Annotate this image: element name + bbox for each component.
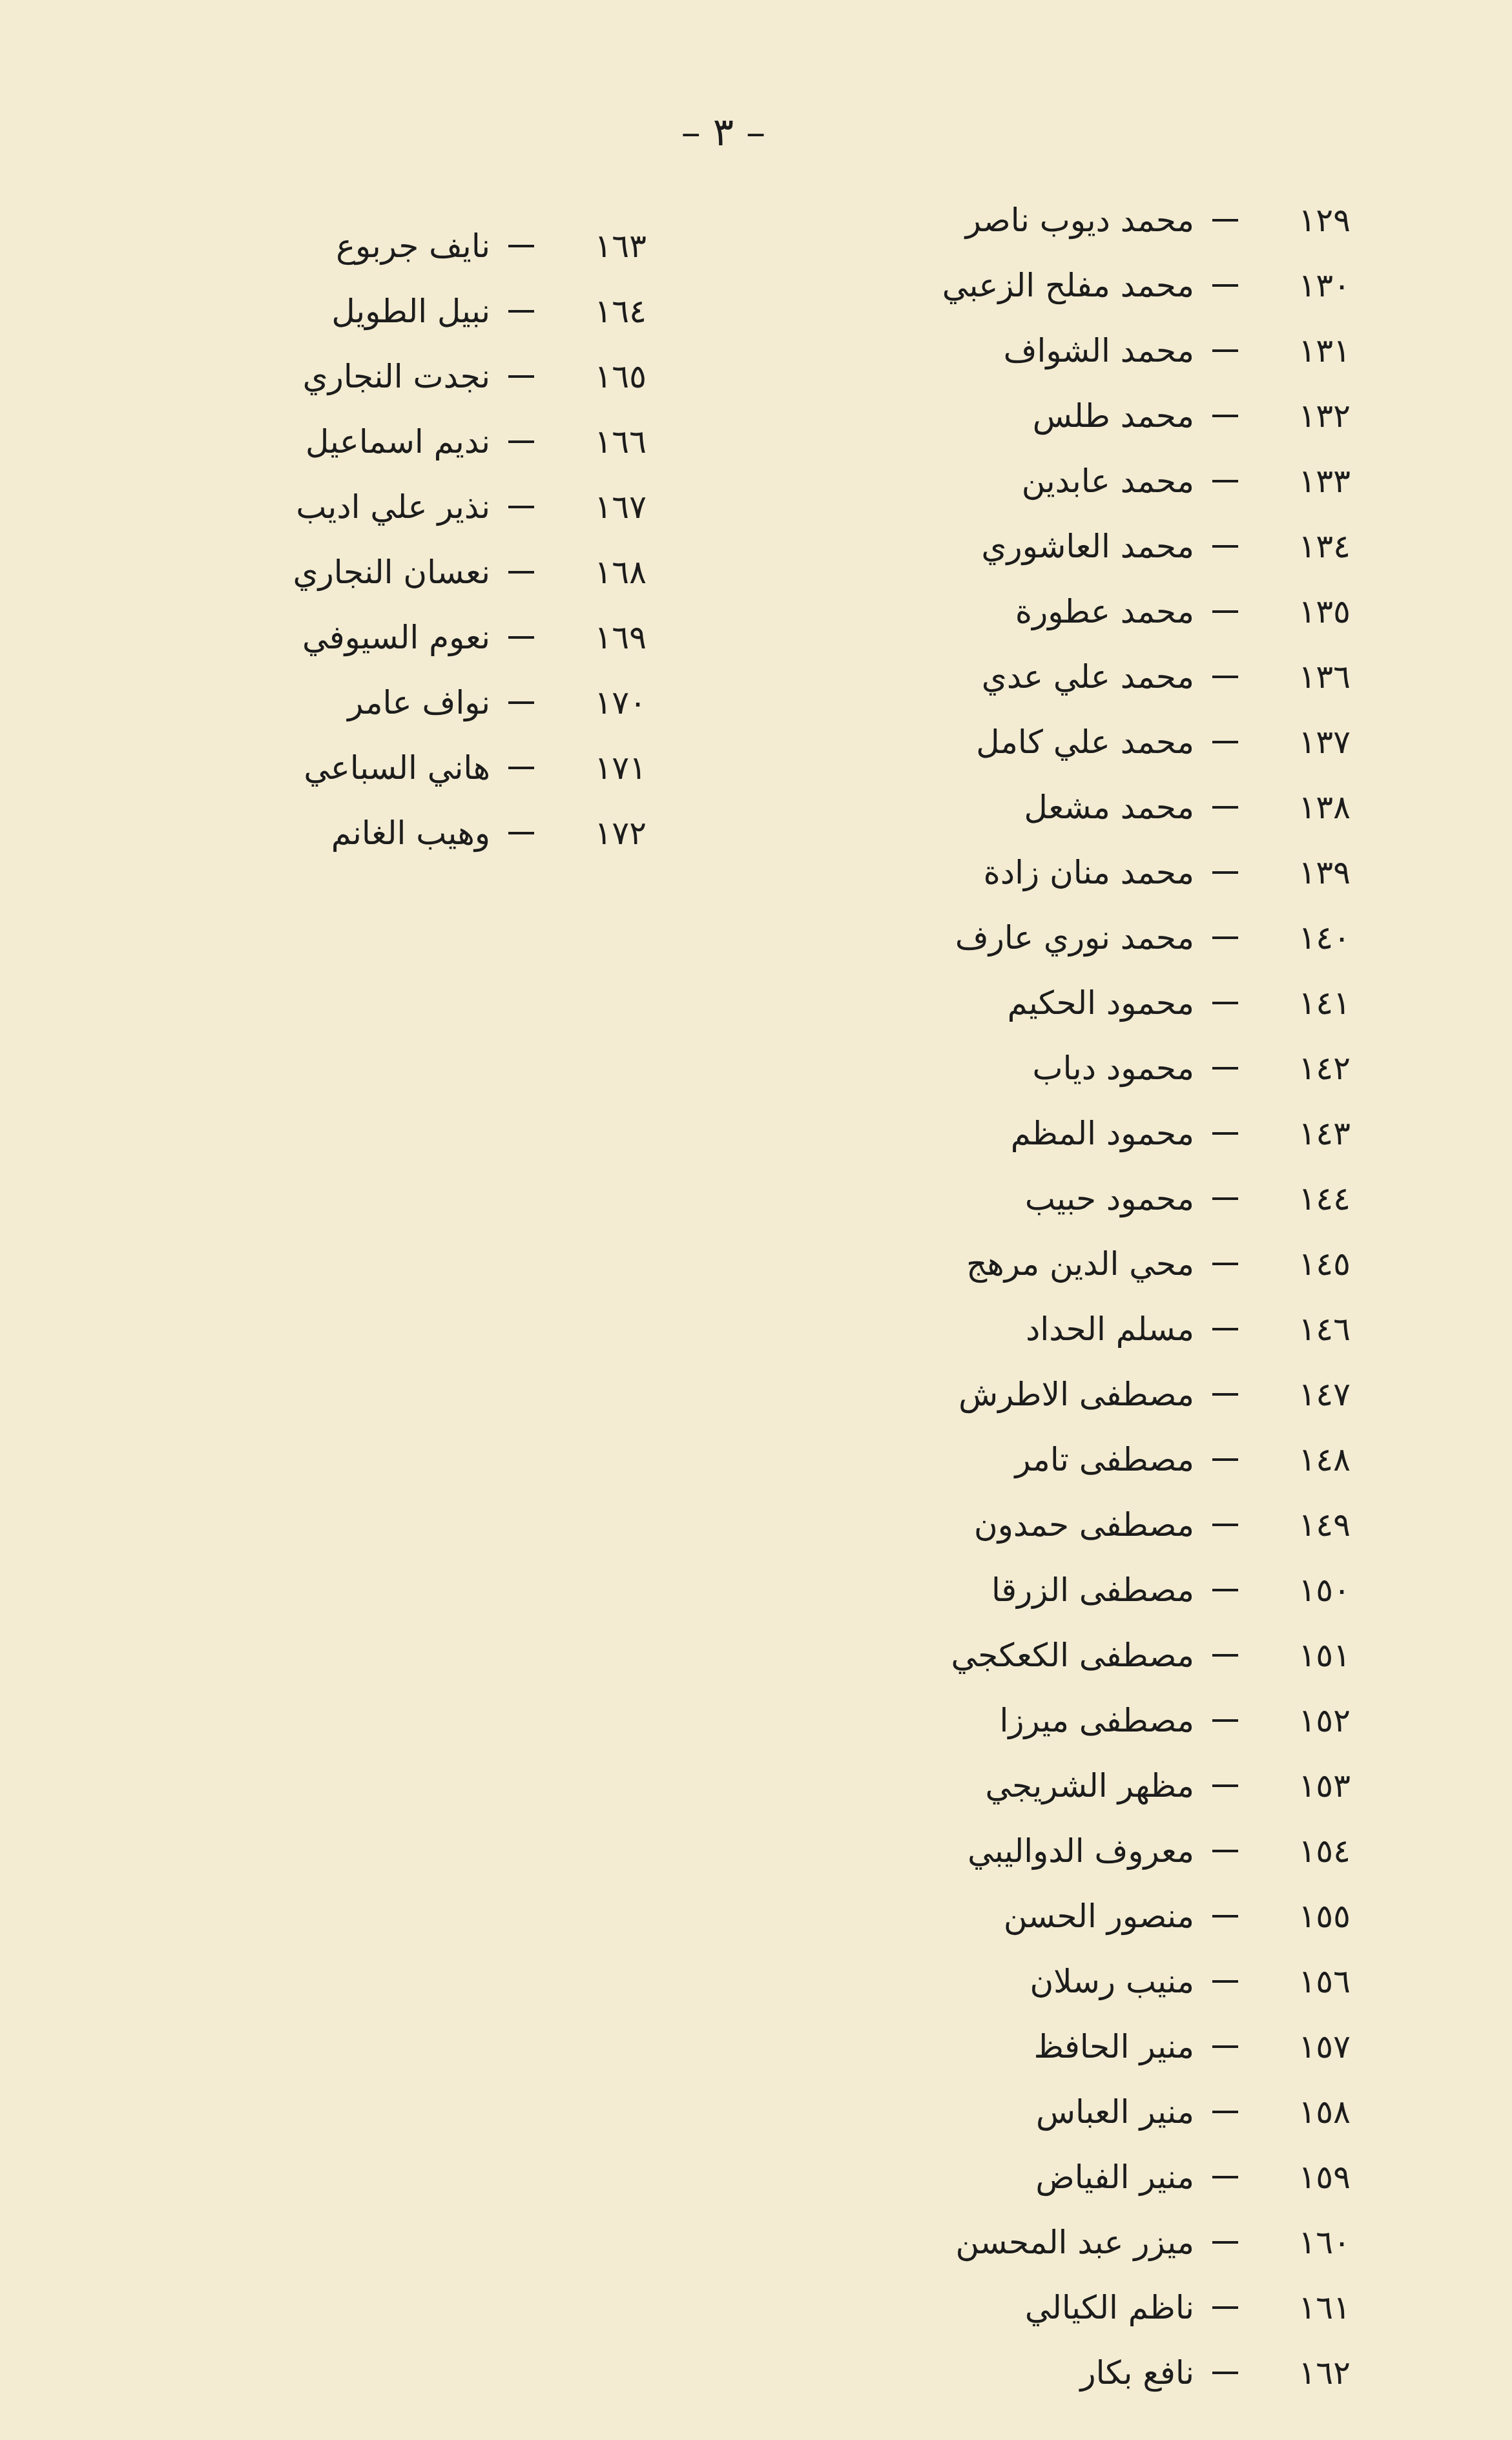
entry-number: ١٥١ — [1298, 1636, 1351, 1674]
list-item — [769, 644, 1351, 709]
list-item — [769, 2144, 1351, 2209]
entry-number: ١٥٠ — [1298, 1571, 1351, 1609]
dash-separator — [508, 701, 534, 704]
entry-number: ١٤٦ — [1298, 1310, 1351, 1348]
entry-name: محمد ديوب ناصر — [965, 201, 1194, 239]
entry-number: ١٢٩ — [1298, 201, 1351, 239]
list-item — [769, 383, 1351, 448]
dash-separator — [1212, 1654, 1238, 1657]
entry-name: محمد مفلح الزعبي — [942, 266, 1194, 304]
list-item — [769, 1622, 1351, 1688]
dash-separator — [1212, 1263, 1238, 1265]
entry-name: مسلم الحداد — [1026, 1310, 1194, 1348]
dash-separator — [1212, 1067, 1238, 1070]
entry-name: منصور الحسن — [1003, 1897, 1194, 1935]
list-item — [769, 1101, 1351, 1166]
entry-number: ١٤٧ — [1298, 1375, 1351, 1413]
entry-number: ١٦٢ — [1298, 2353, 1351, 2392]
list-item — [769, 709, 1351, 774]
dash-separator — [1212, 936, 1238, 939]
list-item — [769, 840, 1351, 905]
list-item — [207, 800, 647, 865]
entry-number: ١٤٠ — [1298, 918, 1351, 956]
list-item — [769, 2079, 1351, 2144]
entry-number: ١٤٤ — [1298, 1179, 1351, 1217]
entry-number: ١٣٨ — [1298, 788, 1351, 826]
entry-name: مصطفى الاطرش — [958, 1375, 1194, 1413]
list-item — [769, 970, 1351, 1035]
entry-name: ناظم الكيالي — [1024, 2288, 1194, 2326]
entry-name: محمد عابدين — [1021, 462, 1194, 500]
entry-number: ١٤٨ — [1298, 1440, 1351, 1478]
entry-number: ١٤٣ — [1298, 1114, 1351, 1152]
dash-separator — [508, 245, 534, 247]
list-item — [769, 1231, 1351, 1296]
entry-name: محمد عطورة — [1015, 592, 1194, 630]
dash-separator — [508, 375, 534, 378]
entry-name: منير الحافظ — [1033, 2027, 1194, 2065]
entry-name: مصطفى حمدون — [974, 1505, 1194, 1544]
list-item — [207, 278, 647, 344]
entry-name: نعسان النجاري — [293, 553, 490, 591]
entry-name: محمد العاشوري — [981, 527, 1194, 565]
entry-number: ١٤٩ — [1298, 1505, 1351, 1544]
entry-name: منير الفياض — [1035, 2158, 1194, 2196]
entry-number: ١٥٦ — [1298, 1962, 1351, 2000]
entry-number: ١٦٨ — [594, 553, 647, 591]
entry-name: نذير علي اديب — [296, 488, 490, 526]
entry-name: محمد طلس — [1032, 397, 1194, 435]
entry-number: ١٣٦ — [1298, 657, 1351, 696]
entry-name: محمد الشواف — [1003, 331, 1194, 369]
list-item — [769, 448, 1351, 513]
dash-separator — [1212, 2306, 1238, 2309]
list-item — [769, 2275, 1351, 2340]
dash-separator — [1212, 480, 1238, 482]
list-item — [769, 2014, 1351, 2079]
entry-number: ١٧١ — [594, 749, 647, 787]
entry-number: ١٦٧ — [594, 488, 647, 526]
entry-name: منير العباس — [1035, 2093, 1194, 2131]
list-item — [207, 605, 647, 670]
entry-name: مصطفى الزرقا — [991, 1571, 1194, 1609]
dash-separator — [1212, 2372, 1238, 2374]
entry-number: ١٣٥ — [1298, 592, 1351, 630]
entry-number: ١٥٣ — [1298, 1766, 1351, 1804]
entry-name: محمد نوري عارف — [955, 918, 1194, 956]
dash-separator — [508, 506, 534, 508]
entry-number: ١٣٣ — [1298, 462, 1351, 500]
dash-separator — [1212, 741, 1238, 743]
list-item — [207, 670, 647, 735]
dash-separator — [1212, 676, 1238, 678]
entry-number: ١٦٣ — [594, 227, 647, 265]
entry-number: ١٤١ — [1298, 984, 1351, 1022]
list-item — [769, 1361, 1351, 1427]
entry-name: معروف الدواليبي — [968, 1832, 1194, 1870]
dash-separator — [1212, 1784, 1238, 1787]
dash-separator — [1212, 545, 1238, 548]
list-item — [769, 318, 1351, 383]
entry-number: ١٥٨ — [1298, 2093, 1351, 2131]
entry-name: محمد علي عدي — [981, 657, 1194, 696]
page-number: – ٣ – — [681, 110, 766, 155]
dash-separator — [1212, 349, 1238, 352]
entry-number: ١٣٢ — [1298, 397, 1351, 435]
dash-separator — [1212, 284, 1238, 287]
entry-number: ١٧٠ — [594, 683, 647, 721]
list-item — [769, 1427, 1351, 1492]
name-list-right — [769, 187, 1351, 2405]
entry-name: منيب رسلان — [1030, 1962, 1194, 2000]
list-item — [769, 187, 1351, 253]
entry-name: محمود دياب — [1032, 1049, 1194, 1087]
entry-number: ١٣٩ — [1298, 853, 1351, 891]
dash-separator — [508, 440, 534, 443]
entry-name: مصطفى ميرزا — [999, 1701, 1194, 1739]
dash-separator — [1212, 1393, 1238, 1396]
dash-separator — [1212, 1980, 1238, 1983]
entry-number: ١٣٤ — [1298, 527, 1351, 565]
entry-number: ١٥٩ — [1298, 2158, 1351, 2196]
entry-name: مظهر الشريجي — [985, 1766, 1194, 1804]
entry-name: نواف عامر — [347, 683, 490, 721]
dash-separator — [1212, 219, 1238, 222]
list-item — [769, 1166, 1351, 1231]
entry-name: ميزر عبد المحسن — [955, 2223, 1194, 2261]
list-item — [207, 474, 647, 539]
list-item — [769, 253, 1351, 318]
list-item — [769, 2209, 1351, 2275]
list-item — [769, 774, 1351, 840]
entry-number: ١٦٦ — [594, 422, 647, 460]
entry-number: ١٦٥ — [594, 357, 647, 395]
entry-number: ١٥٥ — [1298, 1897, 1351, 1935]
entry-number: ١٧٢ — [594, 814, 647, 852]
dash-separator — [1212, 2241, 1238, 2244]
dash-separator — [1212, 2176, 1238, 2178]
entry-number: ١٦٤ — [594, 292, 647, 330]
entry-number: ١٣٧ — [1298, 723, 1351, 761]
dash-separator — [1212, 1328, 1238, 1330]
entry-name: محمد منان زادة — [983, 853, 1194, 891]
entry-number: ١٦٩ — [594, 618, 647, 656]
list-item — [769, 1492, 1351, 1557]
entry-number: ١٦٠ — [1298, 2223, 1351, 2261]
dash-separator — [1212, 2045, 1238, 2048]
dash-separator — [1212, 1002, 1238, 1004]
dash-separator — [508, 310, 534, 313]
entry-name: هاني السباعي — [304, 749, 490, 787]
list-item — [769, 1557, 1351, 1622]
list-item — [769, 513, 1351, 579]
list-item — [769, 1688, 1351, 1753]
dash-separator — [1212, 2111, 1238, 2113]
entry-name: محمود حبيب — [1024, 1179, 1194, 1217]
list-item — [769, 1753, 1351, 1818]
name-list-left — [207, 213, 647, 865]
entry-name: نبيل الطويل — [331, 292, 490, 330]
entry-number: ١٥٢ — [1298, 1701, 1351, 1739]
list-item — [769, 905, 1351, 970]
entry-name: وهيب الغانم — [331, 814, 490, 852]
dash-separator — [508, 571, 534, 574]
dash-separator — [1212, 1915, 1238, 1918]
entry-name: محمود الحكيم — [1007, 984, 1194, 1022]
list-item — [769, 1818, 1351, 1883]
dash-separator — [508, 832, 534, 834]
entry-number: ١٣٠ — [1298, 266, 1351, 304]
entry-name: مصطفى تامر — [1015, 1440, 1194, 1478]
list-item — [769, 1296, 1351, 1361]
list-item — [207, 344, 647, 409]
dash-separator — [508, 767, 534, 769]
entry-name: محمد مشعل — [1024, 788, 1194, 826]
list-item — [769, 1035, 1351, 1101]
dash-separator — [1212, 871, 1238, 874]
dash-separator — [1212, 1458, 1238, 1461]
dash-separator — [1212, 1132, 1238, 1135]
dash-separator — [1212, 1589, 1238, 1591]
dash-separator — [1212, 806, 1238, 809]
dash-separator — [1212, 610, 1238, 613]
list-item — [769, 579, 1351, 644]
dash-separator — [1212, 1850, 1238, 1852]
entry-name: نديم اسماعيل — [306, 422, 490, 460]
dash-separator — [1212, 1719, 1238, 1722]
dash-separator — [1212, 1197, 1238, 1200]
list-item — [769, 2340, 1351, 2405]
list-item — [207, 735, 647, 800]
entry-number: ١٣١ — [1298, 331, 1351, 369]
list-item — [207, 409, 647, 474]
entry-name: نجدت النجاري — [302, 357, 490, 395]
entry-name: نافع بكار — [1080, 2353, 1194, 2392]
entry-name: محمد علي كامل — [976, 723, 1194, 761]
list-item — [207, 539, 647, 605]
entry-name: مصطفى الكعكجي — [951, 1636, 1194, 1674]
entry-number: ١٥٧ — [1298, 2027, 1351, 2065]
entry-number: ١٤٢ — [1298, 1049, 1351, 1087]
entry-name: محمود المظم — [1010, 1114, 1194, 1152]
entry-number: ١٦١ — [1298, 2288, 1351, 2326]
entry-number: ١٥٤ — [1298, 1832, 1351, 1870]
dash-separator — [1212, 1524, 1238, 1526]
list-item — [207, 213, 647, 278]
entry-name: نايف جربوع — [336, 227, 490, 265]
list-item — [769, 1949, 1351, 2014]
entry-number: ١٤٥ — [1298, 1245, 1351, 1283]
entry-name: محي الدين مرهج — [966, 1245, 1194, 1283]
entry-name: نعوم السيوفي — [302, 618, 490, 656]
dash-separator — [508, 636, 534, 639]
list-item — [769, 1883, 1351, 1949]
dash-separator — [1212, 415, 1238, 417]
